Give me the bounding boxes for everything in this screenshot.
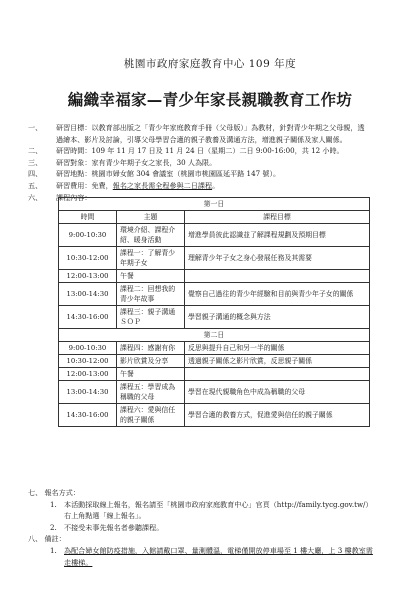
list-item-fee: [28, 180, 368, 192]
subtitle: 桃園市政府家庭教育中心 109 年度: [123, 58, 297, 70]
item-text: 研習對象：家有青少年期子女之家長，30 人為限。: [56, 157, 217, 167]
table-row: [59, 368, 370, 381]
cell-goal: 透過親子關係之影片欣賞，反思親子關係: [185, 355, 370, 368]
cell-goal: 覺察自己過往的青少年經驗和目前與青少年子女的關係: [185, 283, 370, 306]
day-row: [59, 329, 370, 342]
item-number: 一、: [28, 123, 43, 132]
cell-time: 13:00-14:30: [59, 283, 117, 306]
item-text: 研習地點：桃園市婦女館 304 會議室（桃園市桃園區延平路 147 號）。: [56, 169, 281, 179]
item-number: 六、: [28, 192, 43, 202]
cell-time: 14:30-16:00: [59, 306, 117, 329]
cell-topic: 午餐: [117, 270, 185, 283]
fee-requirement: 報名之家長需全程參與二日課程: [112, 180, 213, 190]
page-title: 編織幸福家—青少年家長親職教育工作坊: [67, 91, 353, 109]
header-topic: 主題: [117, 211, 185, 224]
list-item-time: [28, 145, 368, 157]
table-row: [59, 355, 370, 368]
info-list: [28, 122, 368, 203]
table-row: [59, 381, 370, 404]
cell-topic: 課程四：感謝有你: [117, 342, 185, 355]
cell-topic: 課程六：愛與信任的親子關係: [117, 404, 185, 427]
table-header-row: [59, 211, 370, 224]
cell-topic: 課程二：回想我的青少年故事: [117, 283, 185, 306]
cell-time: 10:30-12:00: [59, 247, 117, 270]
table-row: [59, 342, 370, 355]
item-number: 三、: [28, 157, 43, 167]
cell-goal: 增進學員彼此認識並了解課程規劃及預期目標: [185, 224, 370, 247]
cell-time: 14:30-16:00: [59, 404, 117, 427]
cell-goal: 學習在現代親職角色中成為稱職的父母: [185, 381, 370, 404]
cell-time: 9:00-10:30: [59, 224, 117, 247]
cell-topic: 課程三：親子溝通ＳＯＰ: [117, 306, 185, 329]
cell-goal: 學習親子溝通的概念與方法: [185, 306, 370, 329]
table-row: [59, 306, 370, 329]
item-number: 二、: [28, 146, 43, 156]
cell-goal: 學習合適的教養方式，促進愛與信任的親子關係: [185, 404, 370, 427]
table-row: [59, 247, 370, 270]
item-text: 課程內容：: [56, 192, 92, 202]
cell-topic: 影片欣賞及分享: [117, 355, 185, 368]
header-goal: 課程目標: [185, 211, 370, 224]
schedule-table: [58, 197, 370, 427]
cell-time: 10:30-12:00: [59, 355, 117, 368]
list-item-audience: [28, 157, 368, 169]
list-item-goal: [28, 122, 368, 145]
item-number: 四、: [28, 169, 43, 179]
notes-heading: 八、 備註：: [28, 534, 66, 544]
item-number: 五、: [28, 180, 43, 190]
signup-line: 1. 本活動採取線上報名，報名請至「桃園市政府家庭教育中心」官頁（http://family.tycg.gov.tw/）右上角點選「線上報名」。: [50, 499, 373, 521]
header-time: 時間: [59, 211, 117, 224]
signup-line: 2. 不接受未事先報名者參聽課程。: [50, 522, 164, 532]
item-text: 研習目標：以教育部出版之「青少年家庭教育手冊（父母版）」為教材，針對青少年期之父母親，透過繪本、影片及討論，引導父母學習合適的親子教養及溝通方法，增進親子關係及家人關係。: [56, 123, 365, 144]
table-row: [59, 283, 370, 306]
cell-time: 13:00-14:30: [59, 381, 117, 404]
cell-topic: 課程五：學習成為稱職的父母: [117, 381, 185, 404]
cell-goal: 反思與提升自己和另一半的關係: [185, 342, 370, 355]
day-label: 第二日: [59, 329, 370, 342]
table-row: [59, 224, 370, 247]
cell-time: 12:00-13:00: [59, 368, 117, 381]
signup-heading: 七、 報名方式：: [28, 488, 80, 497]
day-row: [59, 198, 370, 211]
cell-goal: 理解青少年子女之身心發展任務及其需要: [185, 247, 370, 270]
table-row: [59, 404, 370, 427]
cell-time: 9:00-10:30: [59, 342, 117, 355]
signup-section: [28, 487, 373, 568]
cell-goal: [185, 368, 370, 381]
item-text: 研習時間：109 年 11 月 17 日及 11 月 24 日（星期二）二日 9:00-16:00，共 12 小時。: [56, 146, 344, 156]
cell-topic: 午餐: [117, 368, 185, 381]
note-line: 1. 為配合婦女館防疫措施，入館請戴口罩、量測體溫，電梯僅開放停車場至 1 樓大廳，上 3 樓教室需走樓梯。: [50, 545, 373, 567]
cell-goal: [185, 270, 370, 283]
cell-time: 12:00-13:00: [59, 270, 117, 283]
day-label: 第一日: [59, 198, 370, 211]
list-item-location: [28, 168, 368, 180]
item-text: 研習費用：免費，報名之家長需全程參與二日課程。: [56, 180, 220, 190]
table-row: [59, 270, 370, 283]
cell-topic: 環境介紹、課程介紹、暖身活動: [117, 224, 185, 247]
cell-topic: 課程一：了解青少年期子女: [117, 247, 185, 270]
